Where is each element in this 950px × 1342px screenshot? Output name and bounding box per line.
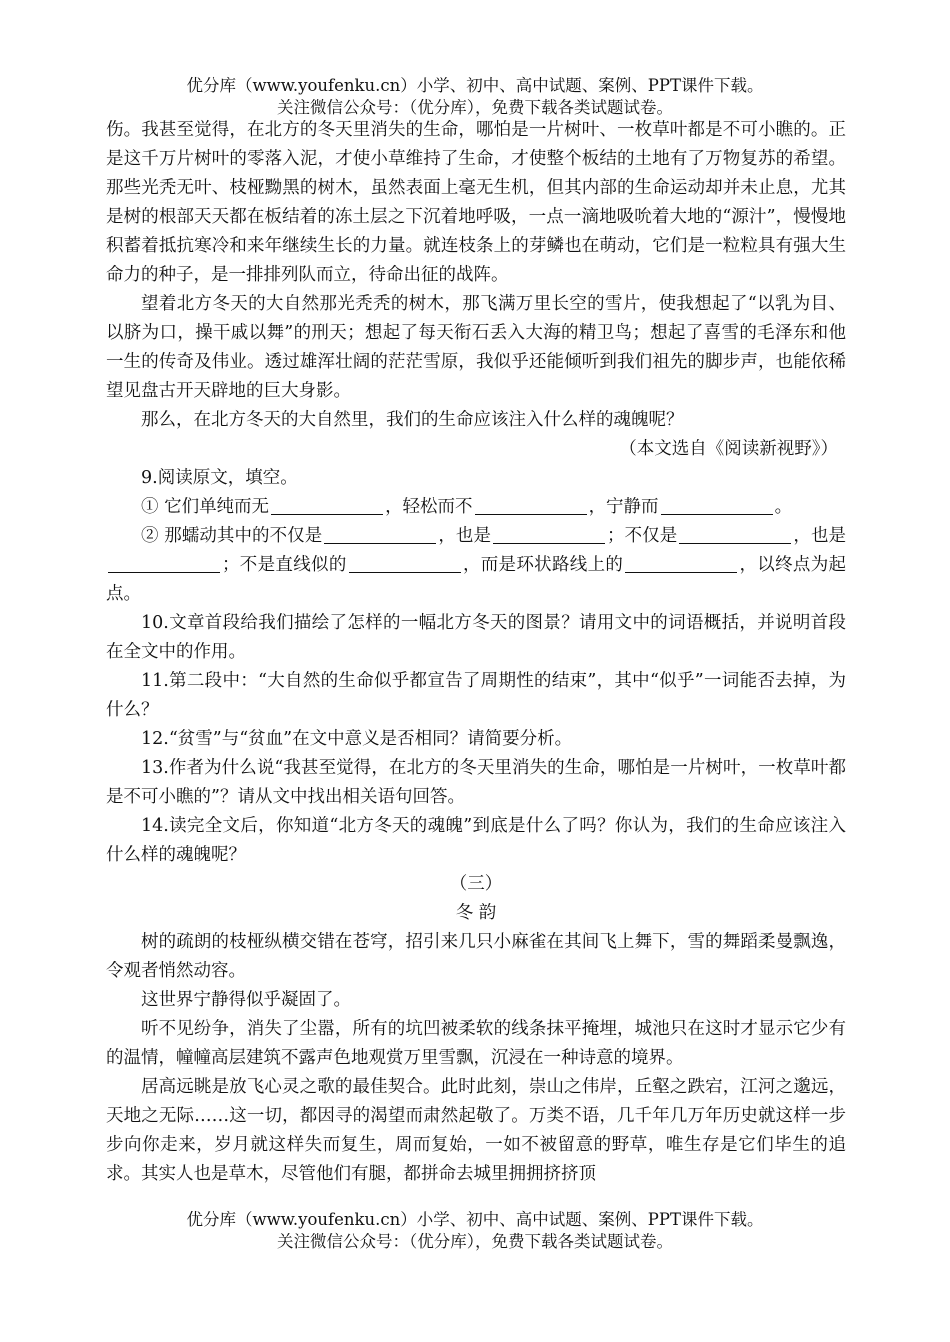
section-number: （三） <box>449 874 503 894</box>
answer-blank[interactable] <box>661 497 773 516</box>
header-line-1: 优分库（www.youfenku.cn）小学、初中、高中试题、案例、PPT课件下载。 <box>186 76 764 95</box>
q9-2-text-d: ，也是 <box>793 526 847 546</box>
article-paragraph-1: 伤。我甚至觉得，在北方的冬天里消失的生命，哪怕是一片树叶、一枚草叶都是不可小瞧的。正是这千万片树叶的零落入泥，才使小草维持了生命，才使整个板结的土地有了万物复苏的希望。那些光秃无叶、枝桠黝黑的树木，虽然表面上毫无生机，但其内部的生命运动却并未止息，尤其是树的根部天天都在板结着的冻土层之下沉着地呼吸，一点一滴地吸吮着大地的“源汁”，慢慢地积蓄着抵抗寒冷和来年继续生长的力量。就连枝条上的芽鳞也在萌动，它们是一粒粒具有强大生命力的种子，是一排排列队而立，待命出征的战阵。 <box>106 120 846 285</box>
answer-blank[interactable] <box>493 526 605 545</box>
section-paragraph-4: 居高远眺是放飞心灵之歌的最佳契合。此时此刻，崇山之伟岸，丘壑之跌宕，江河之邈远，天地之无际……这一切，都因寻的渴望而肃然起敬了。万类不语，几千年几万年历史就这样一步步向你走来，岁月就这样失而复生，周而复始，一如不被留意的野草，唯生存是它们毕生的追求。其实人也是草木，尽管他们有腿，都拼命去城里拥拥挤挤顶 <box>106 1077 846 1184</box>
footer-line-2: 关注微信公众号：（优分库），免费下载各类试题试卷。 <box>277 1232 673 1251</box>
page-header <box>0 75 950 119</box>
answer-blank[interactable] <box>349 555 461 574</box>
answer-blank[interactable] <box>108 555 220 574</box>
q9-2-text-b: ，也是 <box>438 526 492 546</box>
q9-2-text-c: ；不仅是 <box>607 526 678 546</box>
article-paragraph-3: 那么，在北方冬天的大自然里，我们的生命应该注入什么样的魂魄呢？ <box>141 410 684 430</box>
question-13: 13.作者为什么说“我甚至觉得，在北方的冬天里消失的生命，哪怕是一片树叶，一枚草叶都是不可小瞧的”？请从文中找出相关语句回答。 <box>106 758 846 807</box>
q9-2-text-g: ，以终点为起点。 <box>106 555 847 604</box>
question-12: 12.“贫雪”与“贫血”在文中意义是否相同？请简要分析。 <box>141 729 573 749</box>
q9-1-text-a: ① 它们单纯而无 <box>141 497 270 517</box>
section-paragraph-2: 这世界宁静得似乎凝固了。 <box>141 990 351 1010</box>
document-body <box>106 116 846 1189</box>
q9-1-text-d: 。 <box>774 497 793 517</box>
question-14: 14.读完全文后，你知道“北方冬天的魂魄”到底是什么了吗？你认为，我们的生命应该注入什么样的魂魄呢？ <box>106 816 846 865</box>
question-9-item-1 <box>106 493 846 522</box>
q9-1-text-c: ，宁静而 <box>588 497 659 517</box>
question-9-item-2 <box>106 522 846 609</box>
section-paragraph-3: 听不见纷争，消失了尘嚣，所有的坑凹被柔软的线条抹平掩埋，城池只在这时才显示它少有的温情，幢幢高层建筑不露声色地观赏万里雪飘，沉浸在一种诗意的境界。 <box>106 1019 846 1068</box>
answer-blank[interactable] <box>625 555 737 574</box>
question-10: 10.文章首段给我们描绘了怎样的一幅北方冬天的图景？请用文中的词语概括，并说明首段在全文中的作用。 <box>106 613 846 662</box>
q9-2-text-f: ，而是环状路线上的 <box>462 555 624 575</box>
question-9-title: 9.阅读原文，填空。 <box>141 468 298 488</box>
footer-line-1: 优分库（www.youfenku.cn）小学、初中、高中试题、案例、PPT课件下载。 <box>186 1210 764 1229</box>
article-source: （本文选自《阅读新视野》） <box>619 439 838 459</box>
article-paragraph-2: 望着北方冬天的大自然那光秃秃的树木，那飞满万里长空的雪片，使我想起了“以乳为目、以脐为口，操干戚以舞”的刑天；想起了每天衔石丢入大海的精卫鸟；想起了喜雪的毛泽东和他一生的传奇及伟业。透过雄浑壮阔的茫茫雪原，我似乎还能倾听到我们祖先的脚步声，也能依稀望见盘古开天辟地的巨大身影。 <box>106 294 846 401</box>
section-title: 冬 韵 <box>455 903 497 923</box>
answer-blank[interactable] <box>475 497 587 516</box>
page-footer <box>0 1209 950 1253</box>
answer-blank[interactable] <box>324 526 436 545</box>
question-11: 11.第二段中：“大自然的生命似乎都宣告了周期性的结束”，其中“似乎”一词能否去掉，为什么？ <box>106 671 846 720</box>
section-paragraph-1: 树的疏朗的枝桠纵横交错在苍穹，招引来几只小麻雀在其间飞上舞下，雪的舞蹈柔曼飘逸，令观者悄然动容。 <box>106 932 846 981</box>
answer-blank[interactable] <box>679 526 791 545</box>
q9-1-text-b: ，轻松而不 <box>385 497 473 517</box>
q9-2-text-e: ；不是直线似的 <box>222 555 347 575</box>
answer-blank[interactable] <box>271 497 383 516</box>
q9-2-text-a: ② 那蠕动其中的不仅是 <box>141 526 323 546</box>
header-line-2: 关注微信公众号：（优分库），免费下载各类试题试卷。 <box>277 98 673 117</box>
